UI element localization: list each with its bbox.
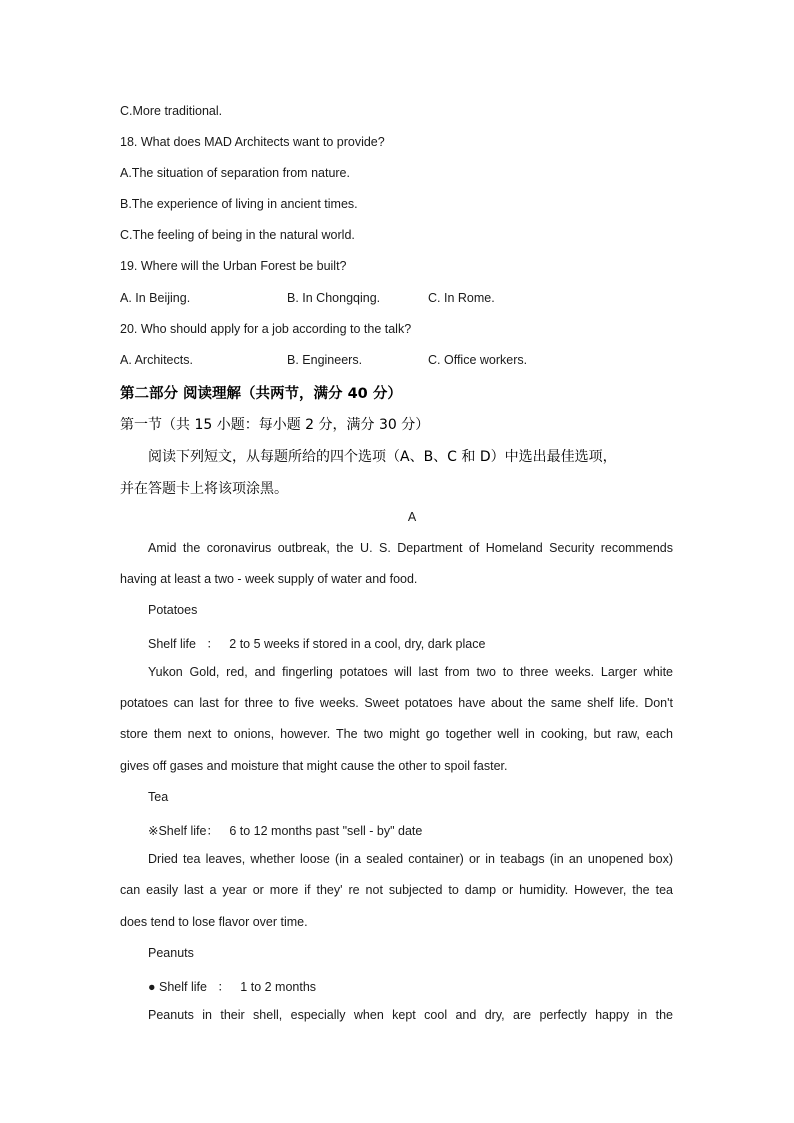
potatoes-para-line4: gives off gases and moisture that might cause the other to spoil faster. — [120, 759, 508, 773]
tea-para-line3: does tend to lose flavor over time. — [120, 915, 308, 929]
tea-para-line1: Dried tea leaves, whether loose (in a sealed container) or in teabags (in an unopened box) — [148, 852, 673, 866]
part2-heading: 第二部分 阅读理解（共两节，满分 40 分） — [120, 386, 402, 402]
q20-option-a: A. Architects. — [120, 353, 193, 367]
q19-option-c: C. In Rome. — [428, 291, 495, 305]
intro-line1: Amid the coronavirus outbreak, the U. S. Department of Homeland Security recommends — [148, 541, 673, 555]
potatoes-para-line1: Yukon Gold, red, and fingerling potatoes will last from two to three weeks. Larger white — [148, 665, 673, 679]
potatoes-title: Potatoes — [148, 603, 198, 617]
instruction-line1: 阅读下列短文，从每题所给的四个选项（A、B、C 和 D）中选出最佳选项， — [148, 449, 617, 465]
q18-option-b: B.The experience of living in ancient times. — [120, 197, 358, 211]
q18-option-c: C.The feeling of being in the natural world. — [120, 228, 355, 242]
tea-para-line2: can easily last a year or more if they' re not subjected to damp or humidity. However, the tea — [120, 883, 673, 897]
q18-question: 18. What does MAD Architects want to provide? — [120, 135, 385, 149]
q20-question: 20. Who should apply for a job according to the talk? — [120, 322, 412, 336]
intro-line2: having at least a two - week supply of water and food. — [120, 572, 418, 586]
tea-title: Tea — [148, 790, 169, 804]
q19-question: 19. Where will the Urban Forest be built? — [120, 259, 347, 273]
section1-heading: 第一节（共 15 小题：每小题 2 分，满分 30 分） — [120, 417, 430, 433]
passage-label: A — [407, 510, 417, 524]
peanuts-shelf-life: ● Shelf life ： 1 to 2 months — [148, 980, 317, 994]
q19-option-a: A. In Beijing. — [120, 291, 191, 305]
tea-shelf-life: ※Shelf life： 6 to 12 months past "sell - by" date — [148, 824, 423, 838]
peanuts-para-line1: Peanuts in their shell, especially when kept cool and dry, are perfectly happy in the — [148, 1008, 673, 1022]
instruction-line2: 并在答题卡上将该项涂黑。 — [120, 481, 288, 497]
q19-option-b: B. In Chongqing. — [287, 291, 381, 305]
q17-option-c: C.More traditional. — [120, 104, 223, 118]
q18-option-a: A.The situation of separation from nature. — [120, 166, 350, 180]
q20-option-b: B. Engineers. — [287, 353, 363, 367]
peanuts-title: Peanuts — [148, 946, 194, 960]
potatoes-para-line2: potatoes can last for three to five weeks. Sweet potatoes have about the same shelf life. Don't — [120, 696, 673, 710]
potatoes-shelf-life: Shelf life ： 2 to 5 weeks if stored in a cool, dry, dark place — [148, 637, 486, 651]
potatoes-para-line3: store them next to onions, however. The two might go together well in cooking, but raw, each — [120, 727, 673, 741]
q20-option-c: C. Office workers. — [428, 353, 528, 367]
